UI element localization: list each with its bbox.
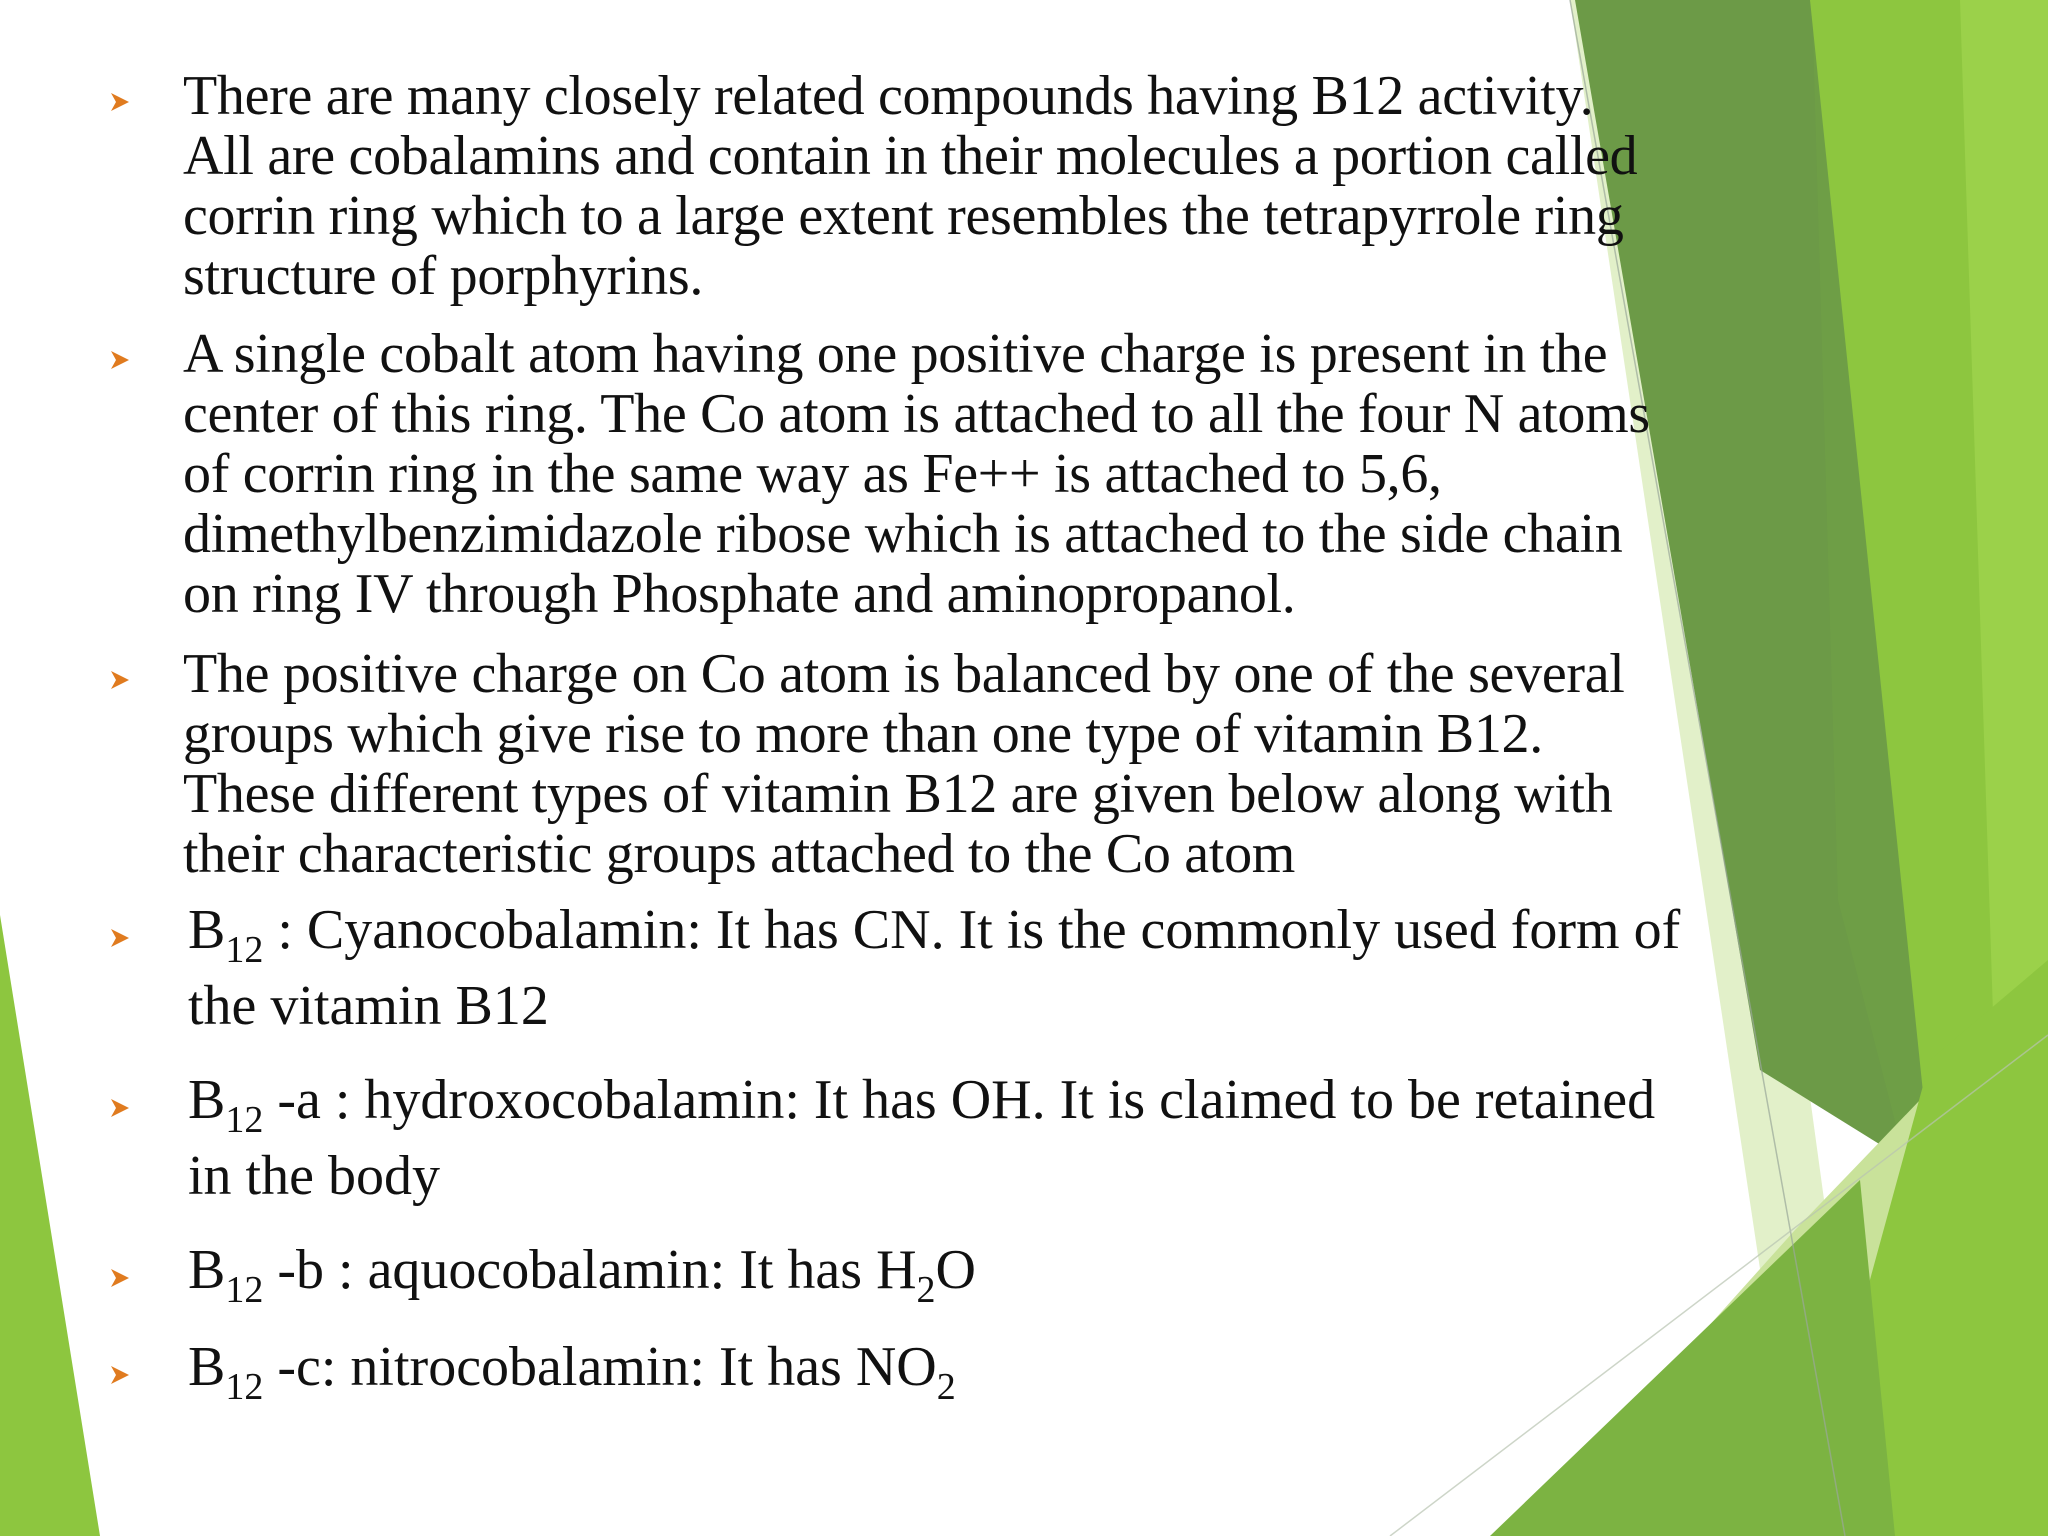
paragraph-line: dimethylbenzimidazole ribose which is attached to the side chain [183,503,1623,565]
vitamin-description: -b : aquocobalamin: It has H [263,1239,917,1301]
vitamin-form-nitrocobalamin [188,1329,1908,1408]
vitamin-base: B [188,1239,226,1301]
arrowhead-bullet-icon [105,1263,135,1293]
vitamin-base: B [188,899,226,961]
vitamin-base: B [188,1336,226,1398]
paragraph-2 [183,324,1903,624]
vitamin-base: B [188,1069,226,1131]
paragraph-line: of corrin ring in the same way as Fe++ is attached to 5,6, [183,443,1442,505]
paragraph-line: All are cobalamins and contain in their molecules a portion called [183,125,1638,187]
paragraph-line: on ring IV through Phosphate and aminopropanol. [183,563,1296,625]
vitamin-form-hydroxocobalamin [188,1062,1908,1214]
paragraph-line: There are many closely related compounds having B12 activity. [183,65,1594,127]
arrowhead-bullet-icon [105,1093,135,1123]
vitamin-form-aquocobalamin [188,1232,1908,1311]
vitamin-description-line2: the vitamin B12 [188,975,549,1037]
vitamin-subscript: 12 [225,1099,264,1141]
paragraph-line: groups which give rise to more than one type of vitamin B12. [183,703,1543,765]
vitamin-description: -a : hydroxocobalamin: It has OH. It is claimed to be retained [263,1069,1656,1131]
vitamin-description: -c: nitrocobalamin: It has NO [263,1336,937,1398]
paragraph-line: center of this ring. The Co atom is attached to all the four N atoms [183,383,1650,445]
vitamin-form-cyanocobalamin [188,892,1908,1044]
vitamin-description-line2: in the body [188,1145,440,1207]
paragraph-1 [183,66,1903,306]
paragraph-line: corrin ring which to a large extent resembles the tetrapyrrole ring [183,185,1624,247]
arrowhead-bullet-icon [105,345,135,375]
paragraph-line: A single cobalt atom having one positive charge is present in the [183,323,1608,385]
formula-tail: O [935,1239,976,1301]
formula-subscript: 2 [916,1269,936,1311]
arrowhead-bullet-icon [105,87,135,117]
vitamin-description: : Cyanocobalamin: It has CN. It is the commonly used form of [263,899,1681,961]
vitamin-subscript: 12 [225,1269,264,1311]
paragraph-line: These different types of vitamin B12 are given below along with [183,763,1613,825]
paragraph-line: structure of porphyrins. [183,245,704,307]
vitamin-subscript: 12 [225,1366,264,1408]
vitamin-subscript: 12 [225,929,264,971]
formula-subscript: 2 [936,1366,956,1408]
paragraph-line: The positive charge on Co atom is balanced by one of the several [183,643,1625,705]
arrowhead-bullet-icon [105,665,135,695]
paragraph-line: their characteristic groups attached to the Co atom [183,823,1296,885]
paragraph-3 [183,644,1903,884]
arrowhead-bullet-icon [105,1360,135,1390]
arrowhead-bullet-icon [105,923,135,953]
